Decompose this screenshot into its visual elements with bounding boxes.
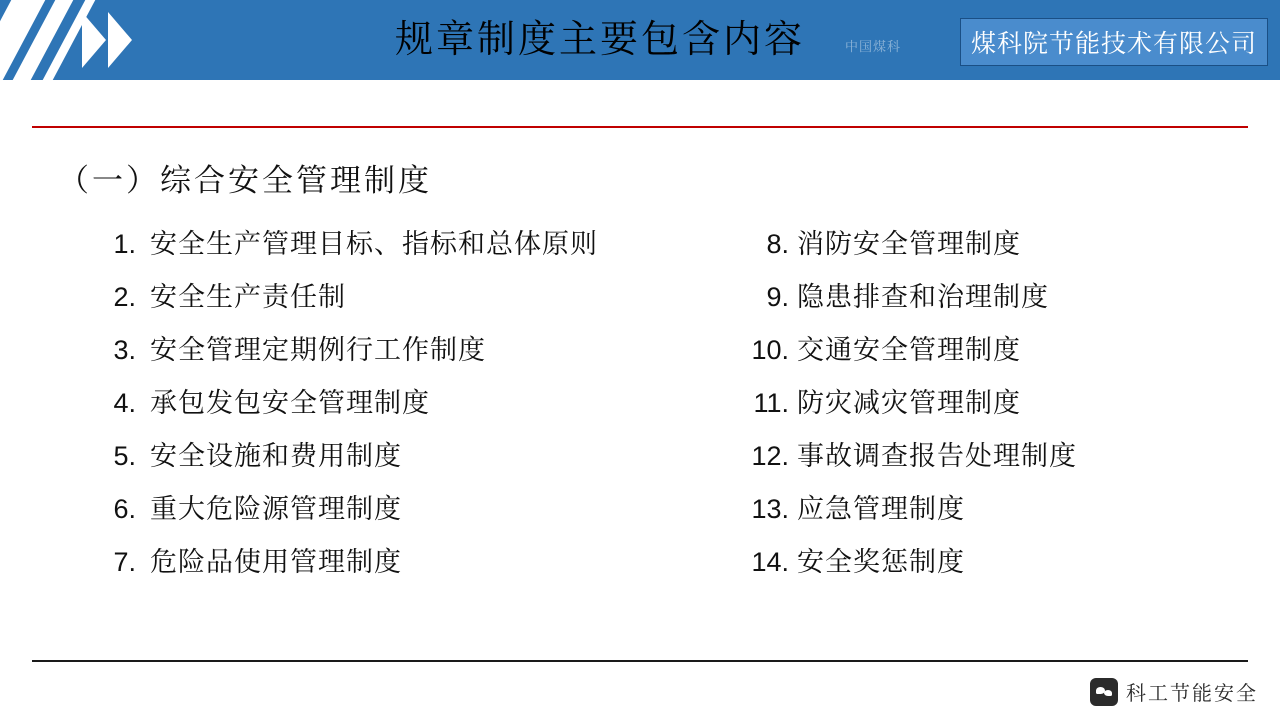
list-item [735,540,1255,593]
list-left [78,222,698,593]
list-item-label: 应急管理制度 [797,494,965,525]
list-item-number: 5. [113,441,136,471]
list-item-number: 14. [751,547,789,577]
wechat-logo-icon [1090,678,1118,706]
list-item [78,540,698,593]
list-right [735,222,1255,593]
list-item-number: 11. [753,388,789,418]
list-item-label: 安全设施和费用制度 [150,441,402,472]
list-item-number: 6. [113,494,136,524]
footer-watermark-label: 科工节能安全 [1126,681,1258,705]
list-item-label: 重大危险源管理制度 [150,494,402,525]
list-item [78,222,698,275]
list-item [735,222,1255,275]
list-item-label: 事故调查报告处理制度 [797,441,1077,472]
list-item-number: 7. [113,547,136,577]
list-item-number: 1. [113,229,136,259]
chevron-right-icon [108,12,132,68]
list-item-label: 安全管理定期例行工作制度 [150,335,486,366]
list-item-label: 安全奖惩制度 [797,547,965,578]
list-item [735,434,1255,487]
list-item-label: 危险品使用管理制度 [150,547,402,578]
list-item-label: 防灾减灾管理制度 [797,388,1021,419]
slide-header [0,0,1280,80]
list-item-number: 12. [751,441,789,471]
list-item-label: 承包发包安全管理制度 [150,388,430,419]
list-item [735,328,1255,381]
list-item-number: 9. [766,282,789,312]
list-item-number: 3. [113,335,136,365]
bottom-divider [32,660,1248,662]
company-badge: 煤科院节能技术有限公司 [960,18,1268,66]
list-item-number: 2. [113,282,136,312]
list-item [78,487,698,540]
top-divider [32,126,1248,128]
list-item-number: 13. [751,494,789,524]
list-item-number: 10. [751,335,789,365]
list-item [735,487,1255,540]
list-item [735,381,1255,434]
list-item [78,275,698,328]
list-item-number: 4. [113,388,136,418]
header-watermark: 中国煤科 [845,40,902,55]
list-item [78,328,698,381]
list-item-label: 消防安全管理制度 [797,229,1021,260]
list-item [78,434,698,487]
list-item [735,275,1255,328]
list-item-label: 隐患排查和治理制度 [797,282,1049,313]
footer-watermark [1090,677,1258,706]
list-item [78,381,698,434]
list-item-label: 安全生产责任制 [150,282,346,313]
section-heading: （一）综合安全管理制度 [58,163,432,199]
list-item-number: 8. [766,229,789,259]
list-item-label: 交通安全管理制度 [797,335,1021,366]
list-item-label: 安全生产管理目标、指标和总体原则 [150,229,598,260]
page-title: 规章制度主要包含内容 [394,17,805,61]
decorative-stripes [0,0,180,80]
chevron-right-icon [82,12,106,68]
